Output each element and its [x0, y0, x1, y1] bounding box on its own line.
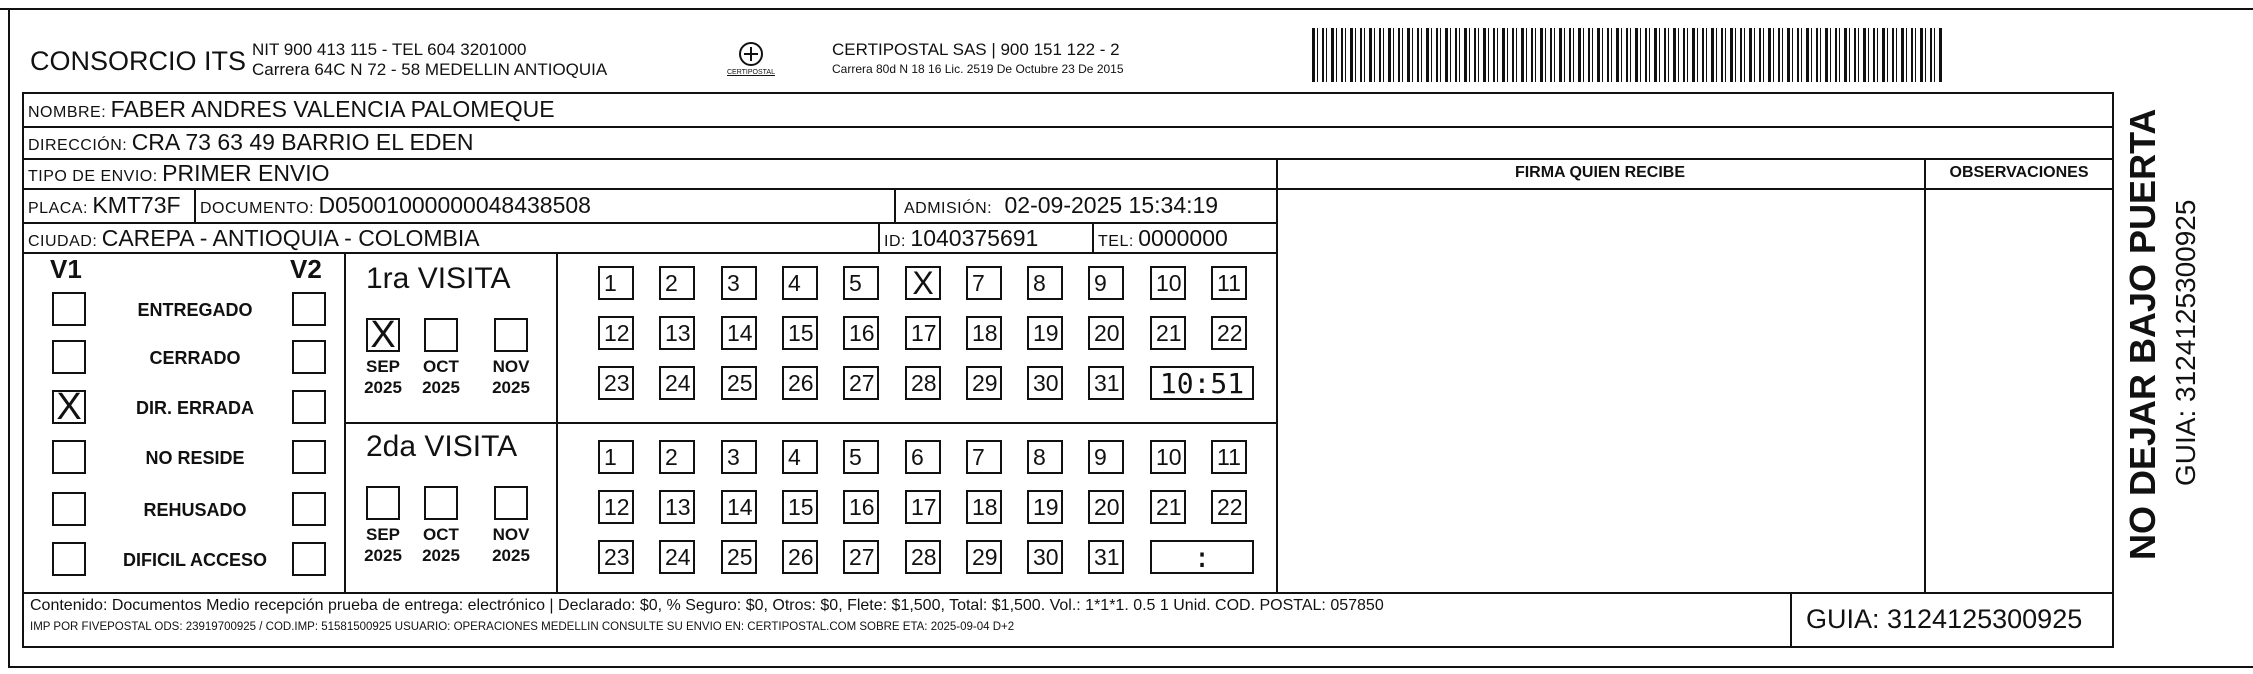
day-box-9[interactable]: 9 [1088, 266, 1124, 300]
day-box-3[interactable]: 3 [721, 440, 757, 474]
v1-checkbox-rehusado[interactable] [52, 492, 86, 526]
col-line [194, 188, 196, 222]
day-box-18[interactable]: 18 [966, 490, 1002, 524]
carrier-line2: Carrera 80d N 18 16 Lic. 2519 De Octubre 23 De 2015 [832, 62, 1124, 76]
send-type-value: PRIMER ENVIO [162, 160, 330, 186]
v2-checkbox-dir-errada[interactable] [292, 390, 326, 424]
day-box-1[interactable]: 1 [598, 266, 634, 300]
day-box-6[interactable] [905, 266, 941, 300]
month-label: OCT 2025 [422, 525, 460, 565]
check-mark: X [370, 314, 396, 356]
top-border [0, 8, 2253, 10]
col-line [556, 252, 558, 592]
day-box-25[interactable]: 25 [721, 366, 757, 400]
month-label: SEP 2025 [364, 357, 402, 397]
day-box-18[interactable]: 18 [966, 316, 1002, 350]
status-label-no-reside: NO RESIDE [145, 448, 245, 468]
day-box-6[interactable]: 6 [905, 440, 941, 474]
footer-line1: Contenido: Documentos Medio recepción prueba de entrega: electrónico | Declarado: $0, % Seguro: $0, Otros: $0, Flete: $1,500, Total: $1,500. Vol.: 1*1*1. 0.5 1 Unid. COD. POSTAL: 057850 [30, 597, 1384, 614]
month-label: OCT 2025 [422, 357, 460, 397]
day-box-16[interactable]: 16 [843, 316, 879, 350]
day-box-19[interactable]: 19 [1027, 316, 1063, 350]
month-checkbox-oct[interactable] [424, 486, 458, 520]
status-label-rehusado: REHUSADO [143, 500, 247, 520]
name-row [28, 96, 555, 123]
row-line [22, 592, 2114, 594]
day-box-30[interactable]: 30 [1027, 366, 1063, 400]
day-box-12[interactable]: 12 [598, 316, 634, 350]
address-label: DIRECCIÓN: [28, 137, 128, 154]
day-box-8[interactable]: 8 [1027, 440, 1063, 474]
city-value: CAREPA - ANTIOQUIA - COLOMBIA [101, 225, 480, 251]
day-box-31[interactable]: 31 [1088, 366, 1124, 400]
v2-label: V2 [290, 254, 322, 284]
admission-row [904, 192, 1218, 219]
month-label: NOV 2025 [492, 357, 530, 397]
day-box-15[interactable]: 15 [782, 316, 818, 350]
id-value: 1040375691 [910, 225, 1039, 251]
month-label: SEP 2025 [364, 525, 402, 565]
day-box-25[interactable]: 25 [721, 540, 757, 574]
side-warning: NO DEJAR BAJO PUERTA [2122, 108, 2163, 560]
plate-row [28, 192, 181, 219]
day-box-2[interactable]: 2 [659, 266, 695, 300]
document-value: D05001000000048438508 [318, 192, 591, 218]
v1-label: V1 [50, 254, 82, 284]
v1-checkbox-dificil-acceso[interactable] [52, 542, 86, 576]
day-box-29[interactable]: 29 [966, 366, 1002, 400]
day-box-28[interactable]: 28 [905, 366, 941, 400]
status-label-dir-errada: DIR. ERRADA [135, 398, 254, 418]
row-line [344, 422, 1276, 424]
v2-checkbox-dificil-acceso[interactable] [292, 542, 326, 576]
bottom-border [8, 666, 2253, 668]
name-value: FABER ANDRES VALENCIA PALOMEQUE [110, 96, 555, 122]
day-box-13[interactable]: 13 [659, 490, 695, 524]
plate-value: KMT73F [92, 192, 181, 218]
day-box-17[interactable]: 17 [905, 490, 941, 524]
day-box-20[interactable]: 20 [1088, 490, 1124, 524]
check-mark: X [56, 386, 82, 428]
day-box-2[interactable]: 2 [659, 440, 695, 474]
day-box-31[interactable]: 31 [1088, 540, 1124, 574]
v2-checkbox-entregado[interactable] [292, 292, 326, 326]
left-border [8, 8, 10, 668]
document-label: DOCUMENTO: [200, 200, 315, 217]
day-box-7[interactable]: 7 [966, 266, 1002, 300]
tel-label: TEL: [1098, 233, 1134, 250]
day-box-14[interactable]: 14 [721, 316, 757, 350]
day-box-21[interactable]: 21 [1150, 490, 1186, 524]
document-row [200, 192, 591, 219]
id-row [884, 225, 1038, 252]
status-label-entregado: ENTREGADO [137, 300, 253, 320]
month-checkbox-oct[interactable] [424, 318, 458, 352]
day-box-20[interactable]: 20 [1088, 316, 1124, 350]
time-box[interactable]: 10:51 [1150, 366, 1254, 400]
admission-value: 02-09-2025 15:34:19 [1004, 192, 1219, 218]
carrier-logo-text: CERTIPOSTAL [727, 69, 775, 76]
plate-label: PLACA: [28, 200, 88, 217]
day-box-5[interactable]: 5 [843, 266, 879, 300]
month-checkbox-sep[interactable] [366, 486, 400, 520]
day-box-11[interactable]: 11 [1211, 440, 1247, 474]
check-mark: X [912, 265, 934, 301]
tel-row [1098, 225, 1228, 252]
company-line2: Carrera 64C N 72 - 58 MEDELLIN ANTIOQUIA [252, 60, 608, 79]
day-box-23[interactable]: 23 [598, 366, 634, 400]
city-label: CIUDAD: [28, 233, 98, 250]
day-box-4[interactable]: 4 [782, 440, 818, 474]
visit2-title: 2da VISITA [366, 430, 518, 463]
carrier-line1: CERTIPOSTAL SAS | 900 151 122 - 2 [832, 40, 1120, 59]
address-value: CRA 73 63 49 BARRIO EL EDEN [131, 129, 474, 155]
visit1-title: 1ra VISITA [366, 262, 511, 295]
day-box-29[interactable]: 29 [966, 540, 1002, 574]
row-line [22, 222, 1276, 224]
signature-header: FIRMA QUIEN RECIBE [1514, 164, 1686, 181]
status-label-cerrado: CERRADO [149, 348, 241, 368]
day-box-1[interactable]: 1 [598, 440, 634, 474]
day-box-11[interactable]: 11 [1211, 266, 1247, 300]
footer-guia: GUIA: 3124125300925 [1806, 604, 2083, 634]
v1-checkbox-no-reside[interactable] [52, 440, 86, 474]
row-line [22, 126, 2114, 128]
barcode [1312, 28, 1944, 82]
day-box-3[interactable]: 3 [721, 266, 757, 300]
id-label: ID: [884, 233, 906, 250]
day-box-13[interactable]: 13 [659, 316, 695, 350]
carrier-logo [726, 40, 776, 82]
tel-value: 0000000 [1138, 225, 1228, 251]
day-box-17[interactable]: 17 [905, 316, 941, 350]
company-line1: NIT 900 413 115 - TEL 604 3201000 [252, 40, 527, 59]
time-box[interactable]: : [1150, 540, 1254, 574]
day-box-26[interactable]: 26 [782, 540, 818, 574]
day-box-24[interactable]: 24 [659, 366, 695, 400]
month-checkbox-nov[interactable] [494, 318, 528, 352]
day-box-30[interactable]: 30 [1027, 540, 1063, 574]
month-checkbox-nov[interactable] [494, 486, 528, 520]
day-box-21[interactable]: 21 [1150, 316, 1186, 350]
day-box-12[interactable]: 12 [598, 490, 634, 524]
col-line [1092, 222, 1094, 252]
day-box-7[interactable]: 7 [966, 440, 1002, 474]
day-box-22[interactable]: 22 [1211, 490, 1247, 524]
v1-checkbox-entregado[interactable] [52, 292, 86, 326]
name-label: NOMBRE: [28, 104, 107, 121]
col-line [1790, 592, 1792, 648]
month-checkbox-sep[interactable] [366, 314, 400, 356]
day-box-14[interactable]: 14 [721, 490, 757, 524]
col-line [878, 222, 880, 252]
city-row [28, 225, 480, 252]
day-box-24[interactable]: 24 [659, 540, 695, 574]
day-box-8[interactable]: 8 [1027, 266, 1063, 300]
send-type-row [28, 160, 330, 187]
v1-checkbox-cerrado[interactable] [52, 340, 86, 374]
day-box-28[interactable]: 28 [905, 540, 941, 574]
day-box-10[interactable]: 10 [1150, 266, 1186, 300]
status-label-dificil-acceso: DIFICIL ACCESO [122, 550, 267, 570]
v1-checkbox-dir-errada[interactable] [52, 386, 86, 428]
col-line [1276, 158, 1278, 592]
day-box-27[interactable]: 27 [843, 540, 879, 574]
day-box-9[interactable]: 9 [1088, 440, 1124, 474]
day-box-19[interactable]: 19 [1027, 490, 1063, 524]
day-box-10[interactable]: 10 [1150, 440, 1186, 474]
v2-checkbox-cerrado[interactable] [292, 340, 326, 374]
send-type-label: TIPO DE ENVIO: [28, 168, 158, 185]
day-box-5[interactable]: 5 [843, 440, 879, 474]
side-guia: GUIA: 3124125300925 [2170, 199, 2201, 486]
month-label: NOV 2025 [492, 525, 530, 565]
company-name: CONSORCIO ITS [30, 46, 247, 76]
day-box-23[interactable]: 23 [598, 540, 634, 574]
day-box-4[interactable]: 4 [782, 266, 818, 300]
row-line [1276, 188, 2114, 190]
v2-checkbox-rehusado[interactable] [292, 492, 326, 526]
admission-label: ADMISIÓN: [904, 200, 993, 217]
address-row [28, 129, 473, 156]
footer-line2: IMP POR FIVEPOSTAL ODS: 23919700925 / COD.IMP: 51581500925 USUARIO: OPERACIONES MEDELLIN CONSULTE SU ENVIO EN: CERTIPOSTAL.COM SOBRE ETA: 2025-09-04 D+2 [30, 621, 1015, 633]
day-box-22[interactable]: 22 [1211, 316, 1247, 350]
row-line [22, 252, 1276, 254]
day-box-15[interactable]: 15 [782, 490, 818, 524]
col-line [894, 188, 896, 222]
day-box-26[interactable]: 26 [782, 366, 818, 400]
v2-checkbox-no-reside[interactable] [292, 440, 326, 474]
row-line [22, 158, 2114, 160]
observations-header: OBSERVACIONES [1949, 164, 2089, 181]
day-box-16[interactable]: 16 [843, 490, 879, 524]
day-box-27[interactable]: 27 [843, 366, 879, 400]
col-line [1924, 158, 1926, 592]
